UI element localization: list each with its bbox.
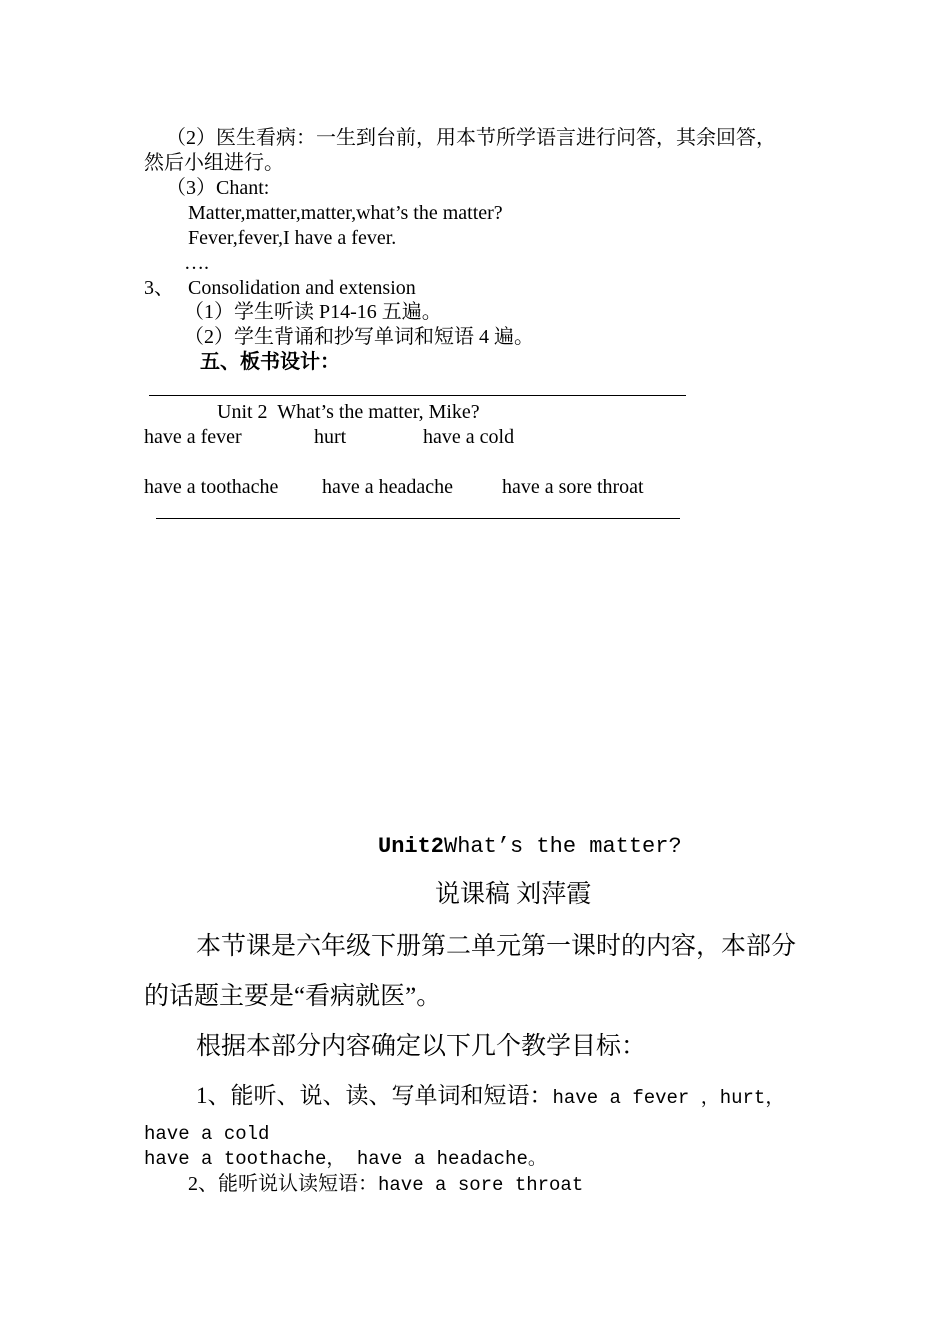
board-phrase: have a toothache — [144, 476, 279, 498]
board-phrase: hurt — [314, 426, 347, 448]
goal-1 — [196, 1082, 784, 1112]
talk-paragraph-2: 根据本部分内容确定以下几个教学目标： — [196, 1033, 647, 1060]
talk-paragraph-1-cont: 的话题主要是“看病就医”。 — [144, 983, 442, 1010]
chant-line-1: Matter,matter,matter,what’s the matter? — [188, 202, 503, 224]
board-phrase: have a sore throat — [502, 476, 644, 498]
board-phrase: have a headache — [322, 476, 454, 498]
goal-1-label: 1、能听、说、读、写单词和短语： — [196, 1083, 553, 1108]
step3-number: 3、 — [144, 277, 174, 299]
goal-1-phrases: have a fever ，hurt， — [552, 1087, 785, 1109]
board-bottom-rule — [156, 518, 680, 519]
board-design-heading: 五、板书设计： — [200, 351, 340, 373]
activity-doctor-line-cont: 然后小组进行。 — [144, 152, 284, 174]
goal-2-phrases: have a sore throat — [378, 1174, 584, 1196]
talk-title — [378, 833, 682, 861]
board-title: Unit 2 What’s the matter, Mike? — [217, 401, 480, 423]
goal-1-phrases-cont-2: have a toothache， have a headache。 — [144, 1148, 547, 1170]
chant-line-2: Fever,fever,I have a fever. — [188, 227, 397, 249]
talk-paragraph-1: 本节课是六年级下册第二单元第一课时的内容，本部分 — [196, 933, 797, 960]
board-phrase: have a cold — [423, 426, 515, 448]
board-top-rule — [149, 395, 686, 396]
board-phrase: have a fever — [144, 426, 242, 448]
goal-2 — [188, 1172, 583, 1197]
activity-doctor-line: （2）医生看病：一生到台前，用本节所学语言进行问答，其余回答， — [166, 127, 776, 149]
step3-title: Consolidation and extension — [188, 277, 416, 299]
chant-ellipsis: …. — [184, 252, 209, 274]
talk-title-unit: Unit2 — [378, 834, 445, 859]
goal-2-label: 2、能听说认读短语： — [188, 1173, 378, 1195]
goal-1-phrases-cont: have a cold — [144, 1123, 270, 1145]
chant-heading: （3）Chant: — [166, 177, 270, 199]
step3-item-1: （1）学生听读 P14-16 五遍。 — [184, 301, 442, 323]
talk-title-question: What’s the matter? — [444, 834, 682, 859]
step3-item-2: （2）学生背诵和抄写单词和短语 4 遍。 — [184, 326, 534, 348]
talk-subtitle: 说课稿 刘萍霞 — [435, 881, 592, 908]
